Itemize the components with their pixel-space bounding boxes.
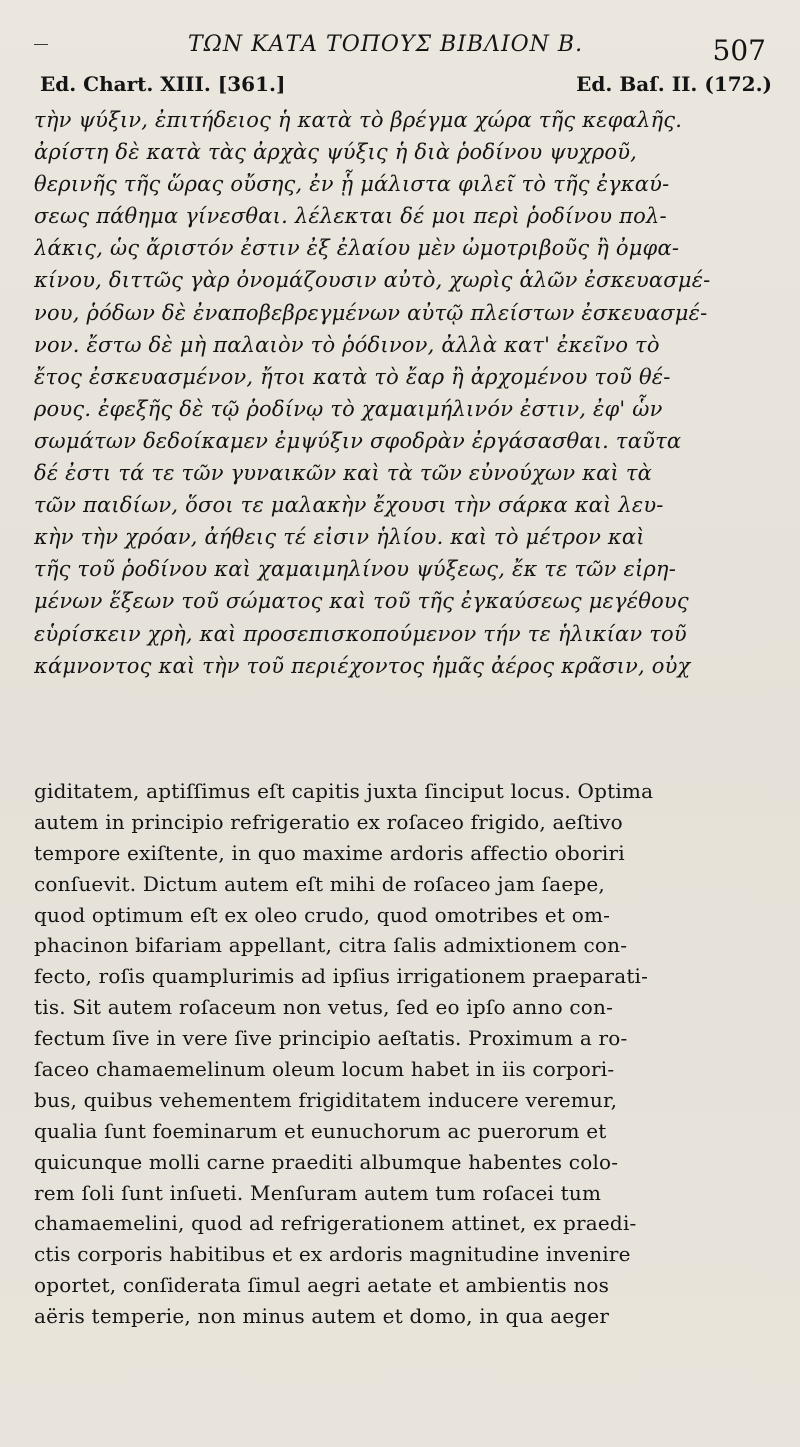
greek-line-12: δέ ἐστι τά τε τῶν γυναικῶν καὶ τὰ τῶν εὐνούχων καὶ τὰ (34, 461, 653, 486)
latin-line-2: autem in principio refrigeratio ex roſaceo frigido, aeſtivo (34, 809, 623, 834)
latin-line-15: chamaemelini, quod ad refrigerationem attinet, ex praedi- (34, 1211, 637, 1236)
latin-line-14: rem ſoli ſunt inſueti. Menſuram autem tum roſacei tum (34, 1180, 602, 1205)
latin-line-5: quod optimum eſt ex oleo crudo, quod omotribes et om- (34, 902, 611, 927)
greek-line-18: κάμνοντος καὶ τὴν τοῦ περιέχοντος ἡμᾶς ἀέρος κρᾶσιν, οὐχ (34, 653, 691, 678)
latin-line-1: giditatem, aptiſſimus eſt capitis juxta ſinciput locus. Optima (34, 779, 654, 803)
greek-line-5: λάκις, ὡς ἄριστόν ἐστιν ἐξ ἐλαίου μὲν ὠμοτριβοῦς ἢ ὀμφα- (34, 236, 680, 261)
greek-line-1: τὴν ψύξιν, ἐπιτήδειος ἡ κατὰ τὸ βρέγμα χώρα τῆς κεφαλῆς. (34, 108, 683, 132)
latin-line-17: oportet, conſiderata ſimul aegri aetate et ambientis nos (34, 1273, 610, 1298)
latin-line-8: tis. Sit autem roſaceum non vetus, ſed eo ipſo anno con- (34, 995, 614, 1020)
latin-line-16: ctis corporis habitibus et ex ardoris magnitudine invenire (34, 1242, 631, 1267)
latin-text-block (34, 776, 778, 1332)
greek-line-11: σωμάτων δεδοίκαμεν ἐμψύξιν σφοδρὰν ἐργάσασθαι. ταῦτα (34, 428, 682, 453)
page-number: 507 (712, 34, 766, 67)
edition-chartier-reference: Ed. Chart. XIII. [361.] (40, 72, 286, 96)
greek-line-13: τῶν παιδίων, ὅσοι τε μαλακὴν ἔχουσι τὴν σάρκα καὶ λευ- (34, 493, 664, 518)
greek-line-16: μένων ἕξεων τοῦ σώματος καὶ τοῦ τῆς ἐγκαύσεως μεγέθους (34, 589, 689, 614)
latin-line-3: tempore exiſtente, in quo maxime ardoris affectio oboriri (34, 840, 625, 865)
margin-dash (34, 44, 48, 45)
greek-line-3: θερινῆς τῆς ὥρας οὔσης, ἐν ᾗ μάλιστα φιλεῖ τὸ τῆς ἐγκαύ- (34, 172, 670, 197)
greek-line-7: νου, ῥόδων δὲ ἐναποβεβρεγμένων αὐτῷ πλείστων ἐσκευασμέ- (34, 300, 708, 325)
greek-line-6: κίνου, διττῶς γὰρ ὀνομάζουσιν αὐτὸ, χωρὶς ἁλῶν ἐσκευασμέ- (34, 268, 711, 293)
greek-line-14: κὴν τὴν χρόαν, ἀήθεις τέ εἰσιν ἡλίου. καὶ τὸ μέτρον καὶ (34, 525, 645, 550)
latin-line-10: ſaceo chamaemelinum oleum locum habet in iis corpori- (34, 1057, 615, 1082)
edition-reference-line (28, 72, 772, 100)
greek-line-9: ἔτος ἐσκευασμένον, ἤτοι κατὰ τὸ ἔαρ ἢ ἀρχομένου τοῦ θέ- (34, 364, 671, 389)
greek-text-block (34, 104, 778, 682)
greek-line-4: σεως πάθημα γίνεσθαι. λέλεκται δέ μοι περὶ ῥοδίνου πολ- (34, 204, 667, 229)
latin-line-12: qualia ſunt foeminarum et eunuchorum ac puerorum et (34, 1118, 607, 1143)
greek-line-8: νον. ἔστω δὲ μὴ παλαιὸν τὸ ῥόδινον, ἀλλὰ κατ' ἐκεῖνο τὸ (34, 332, 660, 357)
greek-line-15: τῆς τοῦ ῥοδίνου καὶ χαμαιμηλίνου ψύξεως, ἔκ τε τῶν εἰρη- (34, 557, 676, 582)
greek-line-2: ἀρίστη δὲ κατὰ τὰς ἀρχὰς ψύξις ἡ διὰ ῥοδίνου ψυχροῦ, (34, 140, 638, 165)
running-title: ΤΩΝ ΚΑΤΑ ΤΟΠΟΥΣ ΒΙΒΛΙΟΝ Β. (188, 32, 584, 57)
latin-line-7: fecto, roſis quamplurimis ad ipſius irrigationem praeparati- (34, 964, 649, 989)
latin-line-11: bus, quibus vehementem frigiditatem inducere veremur, (34, 1087, 618, 1112)
latin-line-13: quicunque molli carne praediti albumque habentes colo- (34, 1149, 619, 1174)
latin-line-4: conſuevit. Dictum autem eſt mihi de roſaceo jam ſaepe, (34, 871, 605, 896)
greek-line-17: εὑρίσκειν χρὴ, καὶ προσεπισκοπούμενον τήν τε ἡλικίαν τοῦ (34, 621, 687, 646)
latin-line-6: phacinon bifariam appellant, citra ſalis admixtionem con- (34, 933, 628, 958)
latin-line-18: aëris temperie, non minus autem et domo, in qua aeger (34, 1304, 610, 1329)
greek-line-10: ρους. ἐφεξῆς δὲ τῷ ῥοδίνῳ τὸ χαμαιμήλινόν ἐστιν, ἐφ' ὧν (34, 396, 663, 421)
latin-line-9: fectum ſive in vere ſive principio aeſtatis. Proximum a ro- (34, 1026, 628, 1051)
running-head (0, 28, 800, 67)
edition-basel-reference: Ed. Baſ. II. (172.) (576, 72, 772, 96)
